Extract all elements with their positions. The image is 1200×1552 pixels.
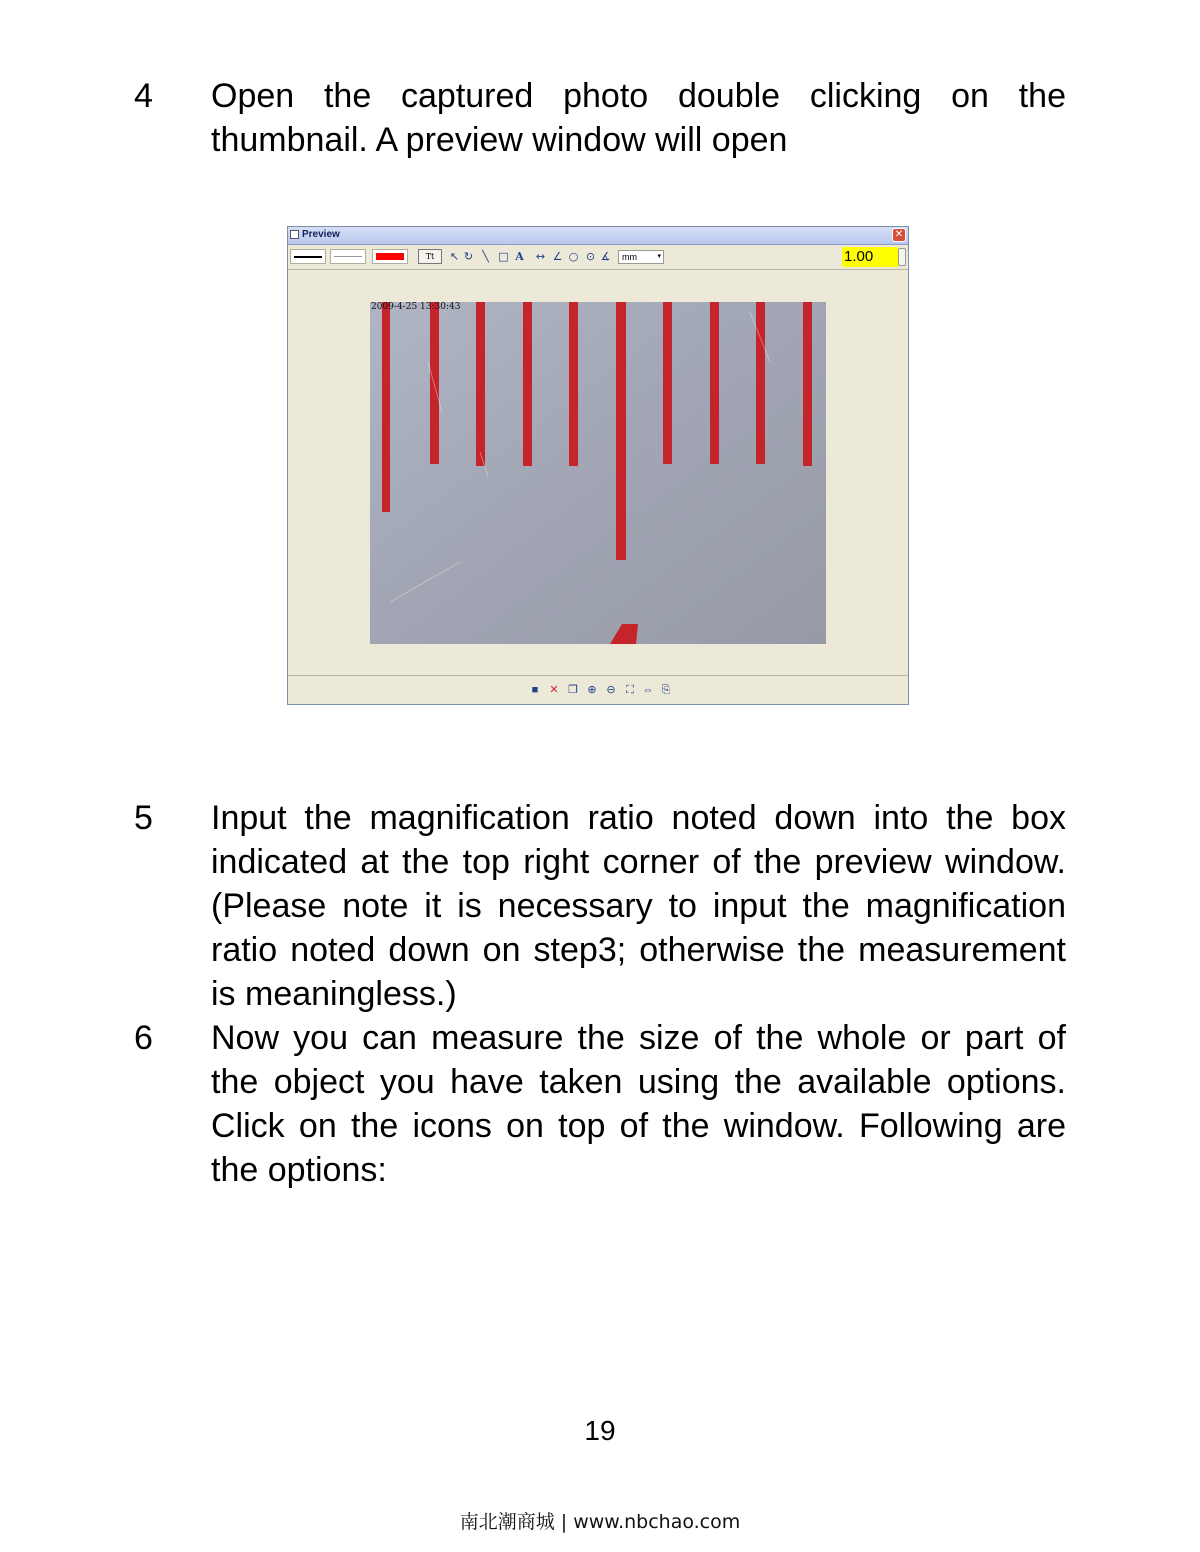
magnification-ratio-input[interactable]: 1.00 bbox=[842, 247, 898, 267]
step-number: 6 bbox=[134, 1019, 153, 1057]
font-button[interactable]: Tt bbox=[418, 249, 442, 264]
close-icon[interactable]: ✕ bbox=[892, 228, 906, 242]
ruler-photo-image bbox=[370, 302, 826, 644]
step-text: Now you can measure the size of the whole or part of the object you have taken using the available options. Click on the icons on top of the window. Following are the options: bbox=[211, 1019, 1066, 1189]
window-titlebar bbox=[288, 227, 908, 245]
preview-toolbar bbox=[288, 245, 908, 270]
save-icon[interactable]: ■ bbox=[531, 684, 539, 696]
rectangle-icon[interactable]: □ bbox=[498, 250, 509, 263]
circle-icon[interactable]: ○ bbox=[568, 250, 579, 263]
polyline-icon[interactable]: ∠ bbox=[552, 250, 563, 263]
footer-text: 南北潮商城 | www.nbchao.com bbox=[459, 1511, 741, 1533]
preview-bottom-toolbar bbox=[288, 676, 908, 704]
rotate-icon[interactable]: ↻ bbox=[463, 250, 474, 263]
captured-photo bbox=[370, 302, 826, 644]
app-icon bbox=[290, 230, 299, 239]
circle-center-icon[interactable]: ⊙ bbox=[585, 250, 596, 263]
text-icon[interactable]: A bbox=[515, 250, 524, 263]
zoom-in-icon[interactable]: ⊕ bbox=[587, 684, 597, 696]
photo-timestamp: 2009-4-25 13:30:43 bbox=[371, 302, 461, 312]
copy-icon[interactable]: ❐ bbox=[568, 684, 578, 696]
fit-icon[interactable]: ⛶ bbox=[626, 684, 634, 696]
step-text: Open the captured photo double clicking on the thumbnail. A preview window will open bbox=[211, 77, 1066, 159]
arrows-icon[interactable]: ⇔ bbox=[642, 684, 654, 696]
page-number: 19 bbox=[584, 1415, 616, 1446]
step-number: 4 bbox=[134, 77, 153, 115]
chevron-down-icon: ▾ bbox=[657, 253, 661, 260]
line-icon[interactable]: ╲ bbox=[482, 250, 489, 263]
delete-icon[interactable]: ✕ bbox=[549, 684, 559, 696]
step-number: 5 bbox=[134, 799, 153, 837]
angle-icon[interactable]: ∡ bbox=[600, 250, 611, 263]
line-style-button[interactable] bbox=[330, 249, 366, 264]
unit-value: mm bbox=[622, 252, 637, 262]
line-width-button[interactable] bbox=[290, 249, 326, 264]
ratio-spin-handle[interactable] bbox=[898, 248, 906, 266]
window-title: Preview bbox=[302, 229, 340, 240]
line-color-button[interactable] bbox=[372, 249, 408, 264]
unit-select[interactable] bbox=[618, 250, 664, 264]
step-text: Input the magnification ratio noted down into the box indicated at the top right corner of the preview window. (Please note it is necessary to input the magnification ratio noted down on step3; otherwise the measurement is meaningless.) bbox=[211, 799, 1066, 1013]
export-icon[interactable]: ⎘ bbox=[661, 684, 671, 696]
preview-window bbox=[287, 226, 909, 705]
preview-canvas[interactable] bbox=[288, 270, 908, 676]
zoom-out-icon[interactable]: ⊖ bbox=[606, 684, 616, 696]
measure-line-icon[interactable]: ↔ bbox=[535, 250, 546, 263]
select-icon[interactable]: ↖ bbox=[449, 250, 460, 263]
